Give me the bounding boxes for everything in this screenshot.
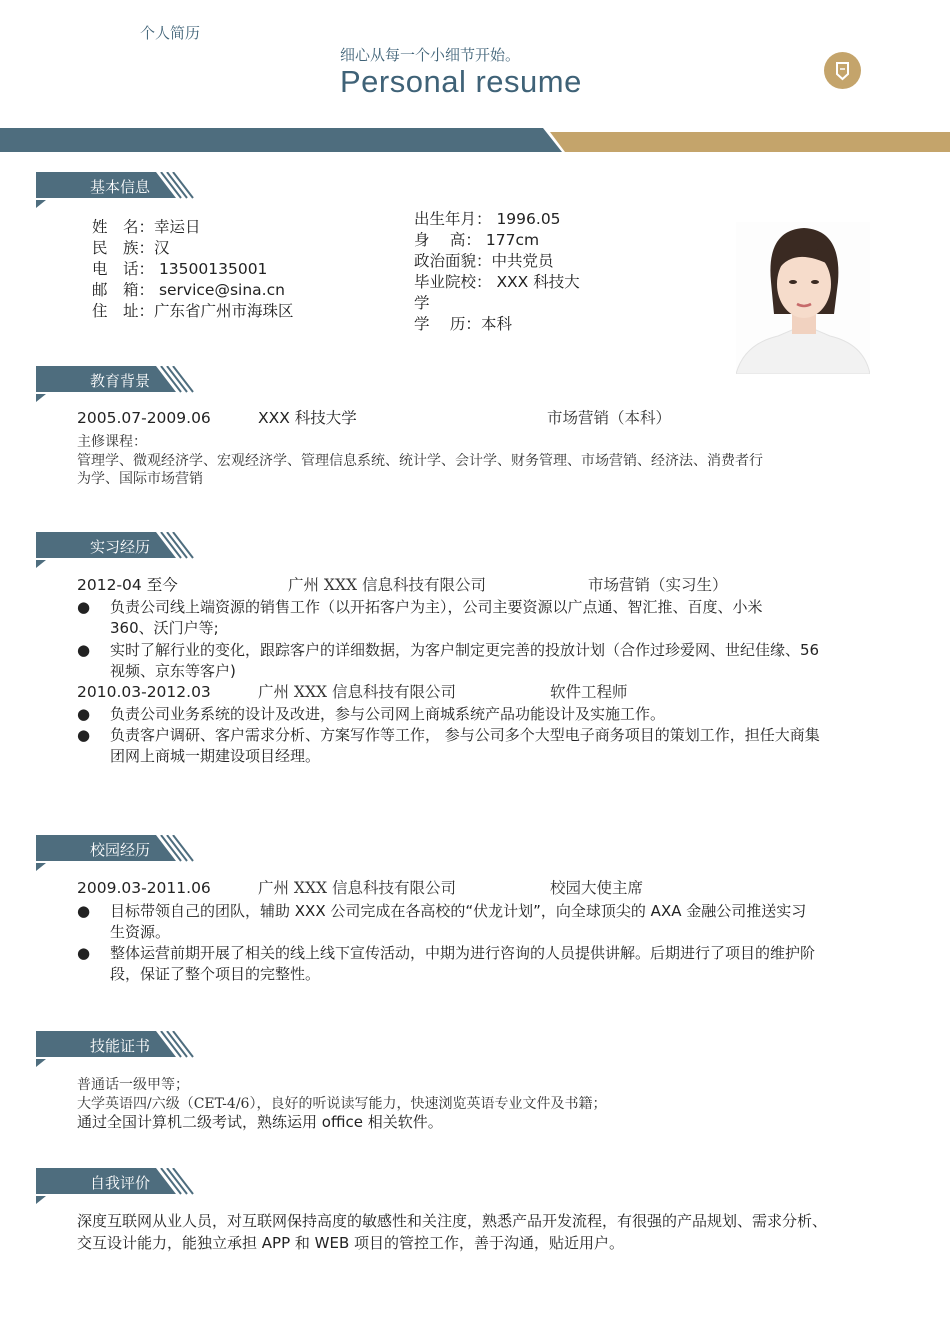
skill-line: 通过全国计算机二级考试，熟练运用 office 相关软件。 xyxy=(77,1113,443,1131)
info-row: 学 历：本科 xyxy=(414,315,512,333)
section-header-campus xyxy=(36,835,196,869)
job-date: 2010.03-2012.03 xyxy=(77,683,211,701)
edu-major: 市场营销（本科） xyxy=(547,409,672,427)
campus-role: 校园大使主席 xyxy=(550,879,644,897)
self-eval-line: 交互设计能力，能独立承担 APP 和 WEB 项目的管控工作，善于沟通，贴近用户。 xyxy=(77,1234,625,1252)
section-header-basic xyxy=(36,172,196,206)
doc-label: 个人简历 xyxy=(140,24,201,42)
job-role: 软件工程师 xyxy=(550,683,628,701)
section-title: 自我评价 xyxy=(90,1174,151,1192)
edu-courses-label: 主修课程： xyxy=(77,434,147,450)
edu-date: 2005.07-2009.06 xyxy=(77,409,211,427)
basic-info-left xyxy=(92,217,294,322)
section-title: 校园经历 xyxy=(90,841,151,859)
basic-info-right xyxy=(414,209,580,335)
bullet-item: ● 负责公司线上端资源的销售工作（以开拓客户为主），公司主要资源以广点通、智汇推、百度、小米 360、沃门户等; xyxy=(77,598,763,637)
job-company: 广州 XXX 信息科技有限公司 xyxy=(288,576,486,594)
edu-courses: 管理学、微观经济学、宏观经济学、管理信息系统、统计学、会计学、财务管理、市场营销、经济法、消费者行 xyxy=(77,453,763,469)
bullet-item: ● 目标带领自己的团队，辅助 XXX 公司完成在各高校的“伏龙计划”，向全球顶尖的 AXA 金融公司推送实习 生资源。 xyxy=(77,902,807,941)
info-row: 出生年月： 1996.05 xyxy=(414,210,561,228)
skill-line: 普通话一级甲等； xyxy=(77,1077,189,1093)
info-row: 政治面貌：中共党员 xyxy=(414,252,554,270)
section-title: 实习经历 xyxy=(90,538,151,556)
info-row: 民 族：汉 xyxy=(92,239,170,257)
section-title: 技能证书 xyxy=(90,1037,151,1055)
campus-company: 广州 XXX 信息科技有限公司 xyxy=(258,879,456,897)
job-role: 市场营销（实习生） xyxy=(588,576,728,594)
info-row: 邮 箱： service@sina.cn xyxy=(92,281,285,299)
info-row: 学 xyxy=(414,294,430,312)
bullet-item: ● 负责客户调研、客户需求分析、方案写作等工作， 参与公司多个大型电子商务项目的策划工作，担任大商集 团网上商城一期建设项目经理。 xyxy=(77,726,820,765)
header-banner xyxy=(0,128,950,154)
bullet-item: ● 整体运营前期开展了相关的线上线下宣传活动，中期为进行咨询的人员提供讲解。后期进行了项目的维护阶 段，保证了整个项目的完整性。 xyxy=(77,944,816,983)
self-eval-line: 深度互联网从业人员，对互联网保持高度的敏感性和关注度，熟悉产品开发流程，有很强的产品规划、需求分析、 xyxy=(77,1212,828,1230)
bullet-item: ● 实时了解行业的变化，跟踪客户的详细数据，为客户制定更完善的投放计划（合作过珍爱网、世纪佳缘、56 视频、京东等客户) xyxy=(77,641,820,680)
section-title: 教育背景 xyxy=(90,372,151,390)
tagline: 细心从每一个小细节开始。 xyxy=(340,46,521,64)
section-header-internship xyxy=(36,532,196,566)
info-row: 姓 名：幸运日 xyxy=(92,218,201,236)
info-row: 电 话： 13500135001 xyxy=(92,260,268,278)
campus-date: 2009.03-2011.06 xyxy=(77,879,211,897)
info-row: 身 高： 177cm xyxy=(414,231,540,249)
info-row: 住 址：广东省广州市海珠区 xyxy=(92,302,294,320)
section-header-education xyxy=(36,366,196,400)
page-title: Personal resume xyxy=(340,64,582,99)
pen-icon xyxy=(824,52,861,89)
skill-line: 大学英语四/六级（CET-4/6），良好的听说读写能力，快速浏览英语专业文件及书籍； xyxy=(77,1096,607,1112)
edu-courses: 为学、国际市场营销 xyxy=(77,471,203,487)
profile-photo xyxy=(736,222,870,374)
section-title: 基本信息 xyxy=(90,178,151,196)
edu-school: XXX 科技大学 xyxy=(258,409,357,427)
info-row: 毕业院校： XXX 科技大 xyxy=(414,273,580,291)
section-header-skills xyxy=(36,1031,196,1065)
job-date: 2012-04 至今 xyxy=(77,576,178,594)
job-company: 广州 XXX 信息科技有限公司 xyxy=(258,683,456,701)
section-header-self xyxy=(36,1168,196,1202)
bullet-item: ● 负责公司业务系统的设计及改进，参与公司网上商城系统产品功能设计及实施工作。 xyxy=(77,705,666,723)
